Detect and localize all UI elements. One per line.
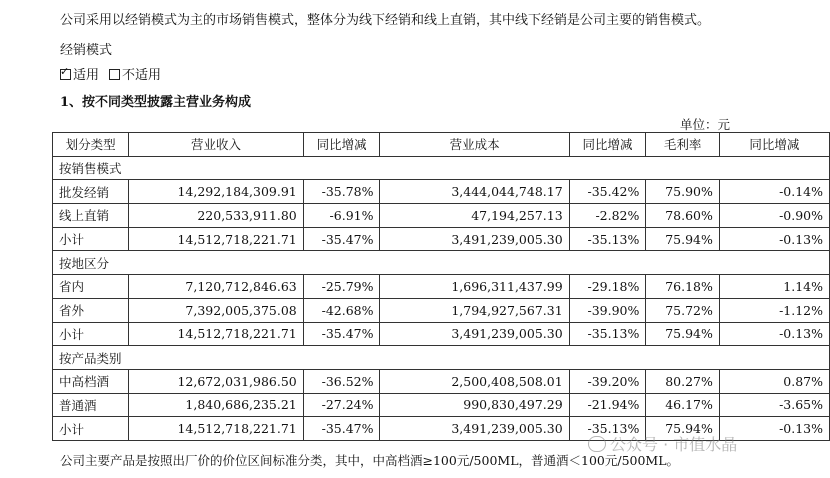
table-cell: 76.18% [646, 275, 719, 299]
column-header: 同比增减 [569, 133, 646, 157]
table-cell: 1,840,686,235.21 [129, 393, 303, 417]
row-label: 普通酒 [53, 393, 129, 417]
table-cell: -0.13% [719, 417, 829, 441]
row-label: 小计 [53, 417, 129, 441]
section-row [53, 156, 830, 180]
table-cell: 1.14% [719, 275, 829, 299]
table-cell: -2.82% [569, 204, 646, 228]
table-cell: -3.65% [719, 393, 829, 417]
table-cell: -42.68% [303, 298, 380, 322]
table-row [53, 180, 830, 204]
table-cell: 7,120,712,846.63 [129, 275, 303, 299]
row-label: 中高档酒 [53, 369, 129, 393]
row-label: 批发经销 [53, 180, 129, 204]
table-cell: 12,672,031,986.50 [129, 369, 303, 393]
not-applicable-checkbox[interactable] [109, 68, 161, 83]
table-cell: -35.13% [569, 417, 646, 441]
table-row [53, 227, 830, 251]
table-cell: -0.13% [719, 227, 829, 251]
unit-label: 单位：元 [680, 117, 731, 132]
row-label: 小计 [53, 227, 129, 251]
table-row [53, 275, 830, 299]
column-header: 划分类型 [53, 133, 129, 157]
table-cell: 75.90% [646, 180, 719, 204]
table-cell: -25.79% [303, 275, 380, 299]
table-cell: 75.94% [646, 322, 719, 346]
applicability-options [60, 64, 161, 83]
table-cell: -35.47% [303, 227, 380, 251]
column-header: 营业成本 [380, 133, 569, 157]
table-cell: 14,512,718,221.71 [129, 322, 303, 346]
row-label: 小计 [53, 322, 129, 346]
column-header: 同比增减 [719, 133, 829, 157]
section-title: 按地区分 [53, 251, 830, 275]
table-cell: -36.52% [303, 369, 380, 393]
table-row [53, 369, 830, 393]
table-row [53, 298, 830, 322]
wechat-icon [588, 436, 606, 452]
column-header: 毛利率 [646, 133, 719, 157]
table-cell: -35.42% [569, 180, 646, 204]
table-cell: -0.14% [719, 180, 829, 204]
table-cell: -27.24% [303, 393, 380, 417]
table-header-row [53, 133, 830, 157]
table-cell: 75.72% [646, 298, 719, 322]
table-cell: -35.13% [569, 322, 646, 346]
table-cell: -29.18% [569, 275, 646, 299]
checked-box-icon [60, 69, 71, 80]
table-cell: -39.90% [569, 298, 646, 322]
table-cell: 46.17% [646, 393, 719, 417]
table-cell: 1,696,311,437.99 [380, 275, 569, 299]
section-heading: 1、按不同类型披露主营业务构成 [60, 95, 252, 110]
unchecked-box-icon [109, 69, 120, 80]
table-cell: 14,512,718,221.71 [129, 227, 303, 251]
table-cell: 220,533,911.80 [129, 204, 303, 228]
table-row [53, 204, 830, 228]
table-cell: 3,491,239,005.30 [380, 227, 569, 251]
row-label: 线上直销 [53, 204, 129, 228]
table-cell: -35.13% [569, 227, 646, 251]
section-row [53, 251, 830, 275]
applicable-checkbox[interactable] [60, 68, 99, 83]
section-title: 按产品类别 [53, 346, 830, 370]
row-label: 省内 [53, 275, 129, 299]
table-cell: 80.27% [646, 369, 719, 393]
distribution-mode-label: 经销模式 [60, 43, 113, 58]
table-cell: 3,491,239,005.30 [380, 322, 569, 346]
column-header: 同比增减 [303, 133, 380, 157]
table-cell: 78.60% [646, 204, 719, 228]
table-cell: 0.87% [719, 369, 829, 393]
table-cell: 14,292,184,309.91 [129, 180, 303, 204]
table-cell: 14,512,718,221.71 [129, 417, 303, 441]
table-cell: 3,491,239,005.30 [380, 417, 569, 441]
table-cell: -35.47% [303, 417, 380, 441]
intro-paragraph: 公司采用以经销模式为主的市场销售模式，整体分为线下经销和线上直销，其中线下经销是公司主要的销售模式。 [60, 13, 711, 28]
table-cell: 990,830,497.29 [380, 393, 569, 417]
section-row [53, 346, 830, 370]
table-row [53, 322, 830, 346]
table-cell: -21.94% [569, 393, 646, 417]
table-cell: 75.94% [646, 227, 719, 251]
watermark [588, 432, 737, 455]
table-cell: -39.20% [569, 369, 646, 393]
table-row [53, 393, 830, 417]
table-cell: -1.12% [719, 298, 829, 322]
table-cell: 75.94% [646, 417, 719, 441]
section-title: 按销售模式 [53, 156, 830, 180]
watermark-text: 公众号 · 市值水晶 [610, 435, 738, 454]
table-cell: -6.91% [303, 204, 380, 228]
table-cell: 3,444,044,748.17 [380, 180, 569, 204]
table-cell: -0.13% [719, 322, 829, 346]
table-cell: -0.90% [719, 204, 829, 228]
table-cell: -35.78% [303, 180, 380, 204]
table-cell: 2,500,408,508.01 [380, 369, 569, 393]
applicable-label: 适用 [73, 68, 100, 83]
table-cell: 7,392,005,375.08 [129, 298, 303, 322]
row-label: 省外 [53, 298, 129, 322]
footnote: 公司主要产品是按照出厂价的价位区间标准分类，其中，中高档酒≥100元/500ML，普通酒＜100元/500ML。 [60, 453, 680, 468]
table-cell: 1,794,927,567.31 [380, 298, 569, 322]
table-cell: -35.47% [303, 322, 380, 346]
revenue-composition-table [52, 132, 830, 441]
table-cell: 47,194,257.13 [380, 204, 569, 228]
not-applicable-label: 不适用 [122, 68, 162, 83]
column-header: 营业收入 [129, 133, 303, 157]
